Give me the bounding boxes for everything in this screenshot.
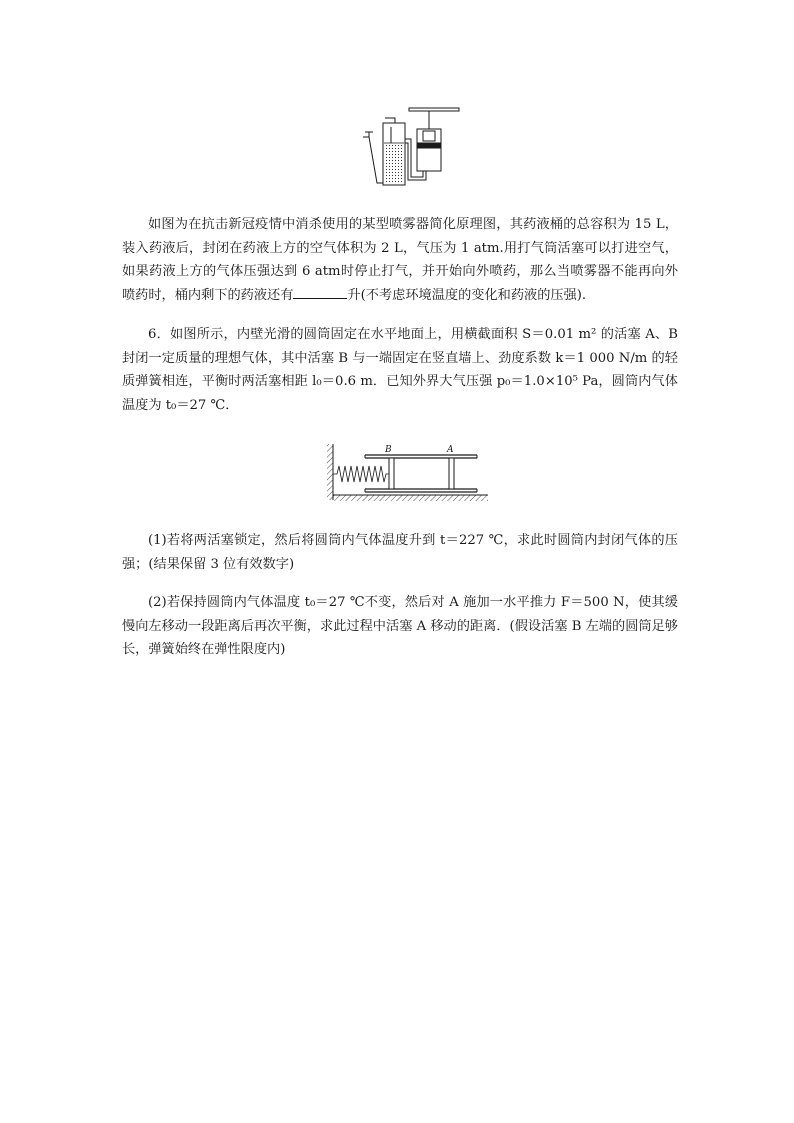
sprayer-diagram bbox=[355, 105, 465, 190]
problem-6-intro: 6．如图所示，内壁光滑的圆筒固定在水平地面上，用横截面积 S＝0.01 m² 的活塞 A、B 封闭一定质量的理想气体，其中活塞 B 与一端固定在竖直墙上、劲度系数 k＝1 000 N/m 的轻质弹簧相连，平衡时两活塞相距 l₀＝0.6 m．已知外界大气压强 p₀＝1.0×10⁵ Pa，圆筒内气体温度为 t₀＝27 ℃． bbox=[122, 327, 678, 413]
problem-5-text-b: 升(不考虑环境温度的变化和药液的压强). bbox=[347, 287, 587, 303]
problem-5-text bbox=[122, 213, 678, 307]
cylinder-piston-diagram bbox=[325, 442, 490, 504]
piston-a bbox=[449, 458, 454, 489]
problem-6-question-2: (2)若保持圆筒内气体温度 t₀＝27 ℃不变，然后对 A 施加一水平推力 F＝500 N，使其缓慢向左移动一段距离后再次平衡，求此过程中活塞 A 移动的距离．(假设活塞 B 左端的圆筒足够长，弹簧始终在弹性限度内) bbox=[122, 595, 678, 657]
piston-b bbox=[389, 458, 394, 489]
answer-blank[interactable] bbox=[293, 284, 347, 299]
problem-5-text-a: 如图为在抗击新冠疫情中消杀使用的某型喷雾器简化原理图，其药液桶的总容积为 15 L，装入药液后，封闭在药液上方的空气体积为 2 L，气压为 1 atm.用打气筒活塞可以打进空气，如果药液上方的气体压强达到 6 atm时停止打气，并开始向外喷药，那么当喷雾器不能再向外喷药时，桶内剩下的药液还有 bbox=[122, 217, 678, 303]
piston-b-label: B bbox=[385, 445, 392, 455]
piston-a-label: A bbox=[447, 445, 454, 455]
problem-6-question-1: (1)若将两活塞锁定，然后将圆筒内气体温度升到 t＝227 ℃，求此时圆筒内封闭气体的压强；(结果保留 3 位有效数字) bbox=[122, 533, 678, 572]
